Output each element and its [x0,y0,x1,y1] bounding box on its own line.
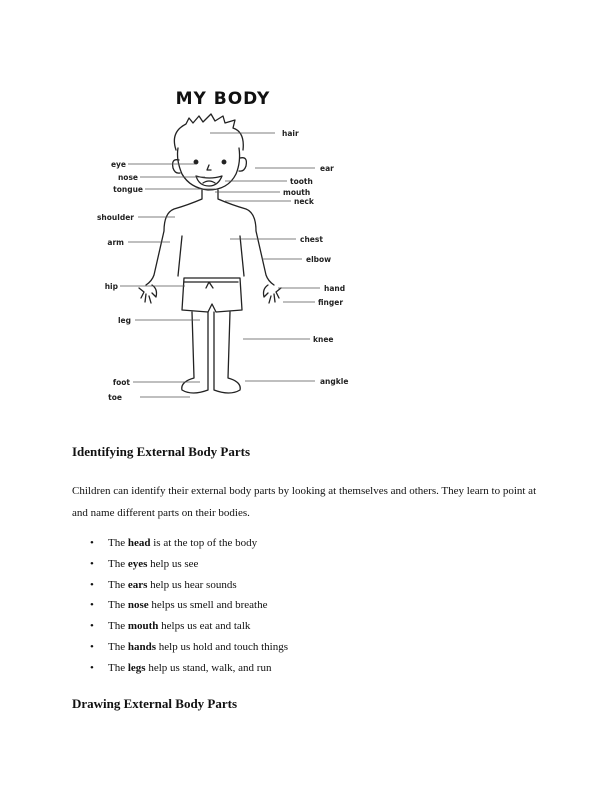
list-item-text: The [108,661,128,674]
list-item [72,616,288,637]
list-item-text: The [108,640,128,653]
body-parts-list [72,533,288,679]
list-item [72,575,288,596]
list-item-keyword: ears [127,578,148,591]
list-item-keyword: legs [127,661,146,674]
label-finger: finger [318,298,344,307]
label-nose: nose [117,173,138,182]
list-item-keyword: nose [127,599,149,612]
list-item-text: help us hear sounds [147,578,237,591]
diagram-title: MY BODY [175,89,271,109]
label-elbow: elbow [306,255,332,264]
list-item-text: helps us eat and talk [158,620,251,633]
list-item-keyword: head [127,537,151,549]
list-item-keyword: mouth [127,620,159,633]
list-item [72,595,288,616]
label-tooth: tooth [290,177,313,186]
boy-figure [139,114,281,393]
section-heading-drawing: Drawing External Body Parts [72,696,238,711]
list-item-text: The [108,537,128,549]
list-item [72,637,288,658]
list-item [72,554,288,575]
list-item-text: The [108,599,128,612]
list-item-text: help us see [147,557,199,570]
label-tongue: tongue [113,185,143,194]
label-knee: knee [313,335,334,344]
list-item [72,533,288,554]
section-paragraph: Children can identify their external body parts by looking at themselves and others. They learn to point at and name different parts on their bodies. [72,485,537,519]
list-item-text: is at the top of the body [150,537,258,549]
list-item-keyword: eyes [127,557,148,570]
list-item-text: The [108,578,128,591]
label-arm: arm [107,238,124,247]
label-hip: hip [104,282,118,291]
label-ear: ear [320,164,334,173]
label-hand: hand [324,284,346,293]
list-item-text: helps us smell and breathe [148,599,268,612]
label-foot: foot [112,378,130,387]
label-toe: toe [108,393,122,402]
label-leg: leg [117,316,131,325]
section-heading-identifying: Identifying External Body Parts [72,444,251,459]
list-item [72,658,288,679]
label-neck: neck [294,197,314,206]
diagram-labels [97,129,348,402]
list-item-keyword: hands [127,640,156,653]
list-item-text: The [108,620,128,633]
label-mouth: mouth [283,188,311,197]
label-hair: hair [282,129,299,138]
list-item-text: The [108,557,128,570]
label-shoulder: shoulder [96,213,134,222]
label-ankle: angkle [320,377,349,386]
list-item-text: help us stand, walk, and run [145,661,272,674]
label-chest: chest [300,235,323,244]
label-eye: eye [110,160,126,169]
list-item-text: help us hold and touch things [156,640,288,653]
